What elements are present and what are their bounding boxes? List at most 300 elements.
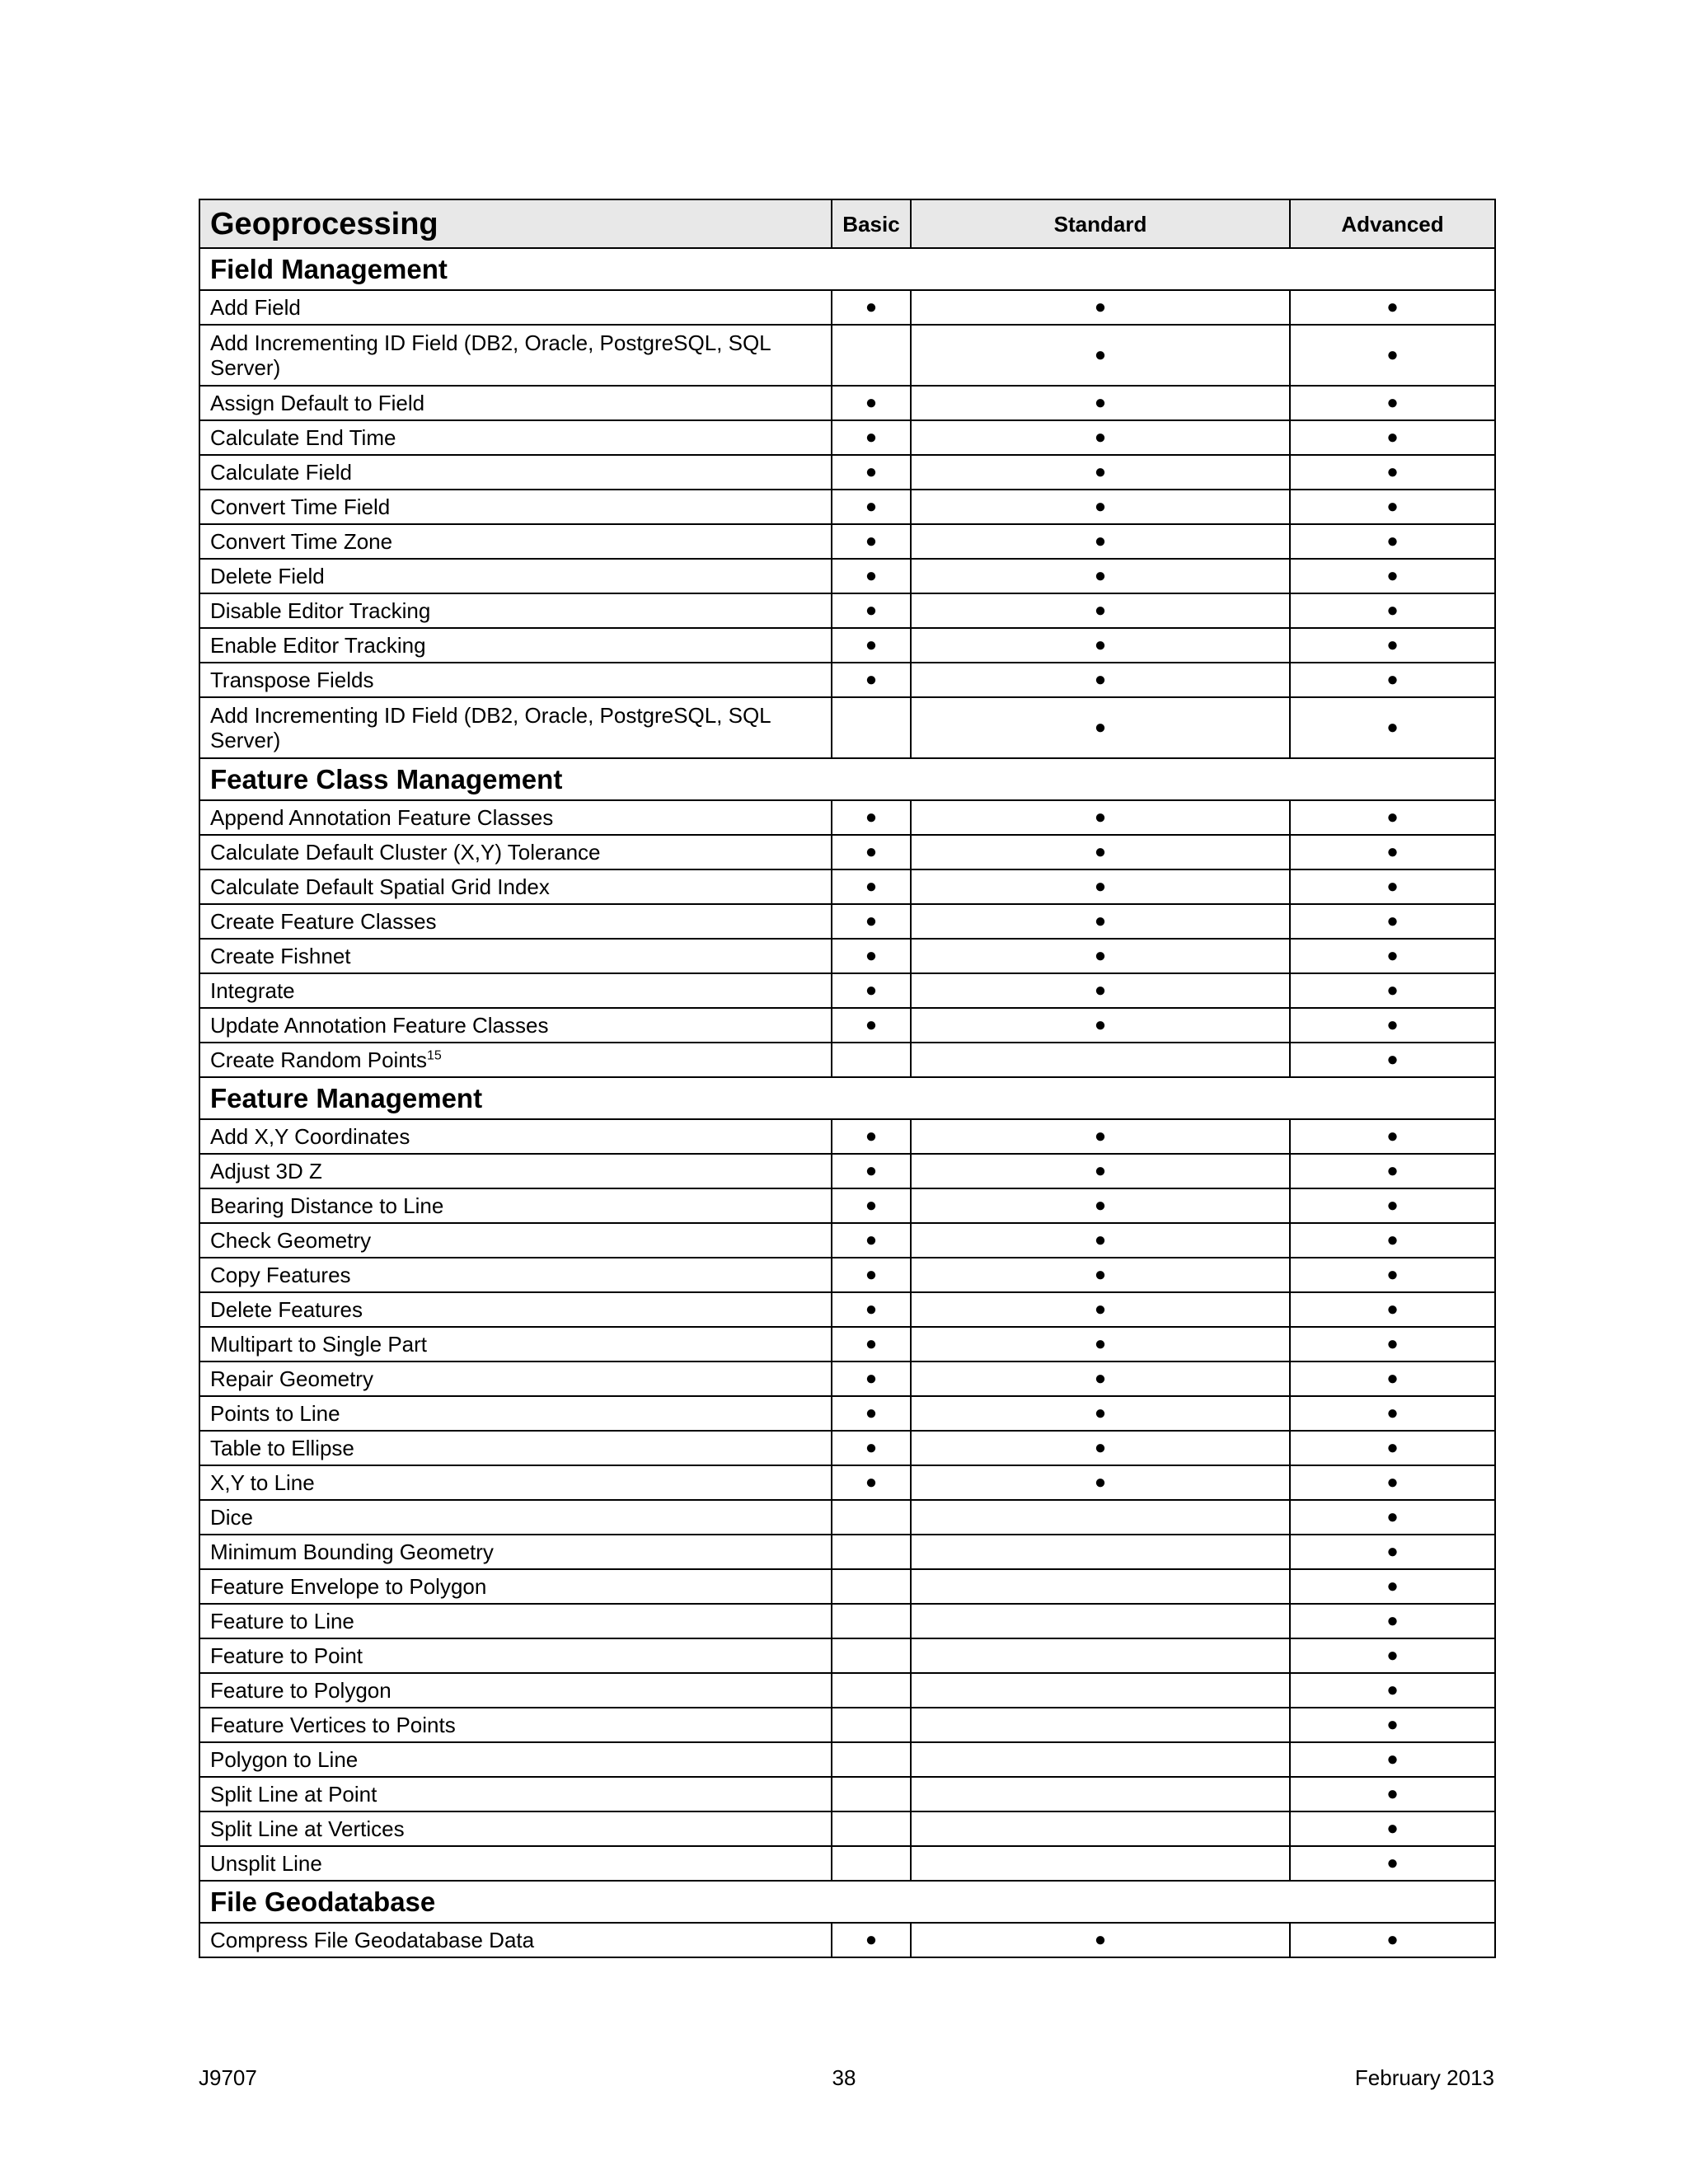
bullet-icon: ●: [1386, 1783, 1399, 1805]
table-row: [199, 663, 1495, 697]
availability-cell-basic: [832, 1500, 911, 1535]
tool-name-cell: [199, 1638, 832, 1673]
table-row: [199, 1188, 1495, 1223]
tool-name-cell: [199, 1811, 832, 1846]
bullet-icon: ●: [865, 1014, 878, 1036]
availability-cell-standard: [911, 973, 1290, 1008]
availability-cell-standard: [911, 939, 1290, 973]
availability-cell-standard: [911, 420, 1290, 455]
bullet-icon: ●: [1094, 530, 1107, 552]
section-heading: Feature Class Management: [199, 758, 1495, 800]
table-row: [199, 1535, 1495, 1569]
bullet-icon: ●: [865, 1160, 878, 1182]
tool-name: Points to Line: [210, 1401, 340, 1426]
bullet-icon: ●: [1094, 1333, 1107, 1355]
bullet-icon: ●: [1386, 1929, 1399, 1951]
availability-cell-standard: [911, 1742, 1290, 1777]
bullet-icon: ●: [865, 495, 878, 518]
section-heading: File Geodatabase: [199, 1881, 1495, 1923]
availability-cell-standard: [911, 1258, 1290, 1292]
bullet-icon: ●: [865, 426, 878, 448]
bullet-icon: ●: [865, 1333, 878, 1355]
bullet-icon: ●: [1386, 1048, 1399, 1071]
availability-cell-standard: [911, 628, 1290, 663]
tool-name-cell: [199, 1500, 832, 1535]
bullet-icon: ●: [1386, 1506, 1399, 1528]
bullet-icon: ●: [865, 668, 878, 691]
table-row: [199, 1846, 1495, 1881]
availability-cell-standard: [911, 1223, 1290, 1258]
bullet-icon: ●: [1094, 1402, 1107, 1424]
availability-cell-basic: [832, 1431, 911, 1465]
availability-cell-basic: [832, 1535, 911, 1569]
table-row: [199, 1258, 1495, 1292]
tool-name-cell: [199, 559, 832, 593]
availability-cell-basic: [832, 904, 911, 939]
table-row: [199, 1500, 1495, 1535]
availability-cell-basic: [832, 1258, 911, 1292]
availability-cell-advanced: [1290, 1258, 1495, 1292]
availability-cell-standard: [911, 1431, 1290, 1465]
tool-name: Copy Features: [210, 1263, 351, 1287]
tool-name-cell: [199, 904, 832, 939]
availability-cell-standard: [911, 1008, 1290, 1043]
tool-name: Assign Default to Field: [210, 391, 425, 415]
availability-cell-basic: [832, 524, 911, 559]
bullet-icon: ●: [865, 841, 878, 863]
bullet-icon: ●: [1094, 716, 1107, 738]
availability-cell-advanced: [1290, 524, 1495, 559]
tool-name: Calculate Field: [210, 460, 352, 485]
bullet-icon: ●: [865, 634, 878, 656]
tool-name: Delete Features: [210, 1297, 363, 1322]
availability-cell-advanced: [1290, 290, 1495, 325]
bullet-icon: ●: [1386, 910, 1399, 932]
bullet-icon: ●: [1094, 1367, 1107, 1390]
tool-name-cell: [199, 1043, 832, 1077]
bullet-icon: ●: [1094, 1436, 1107, 1459]
section-row: [199, 248, 1495, 290]
availability-cell-basic: [832, 1638, 911, 1673]
bullet-icon: ●: [865, 530, 878, 552]
tool-name: Integrate: [210, 978, 295, 1003]
availability-cell-basic: [832, 1465, 911, 1500]
bullet-icon: ●: [1386, 806, 1399, 828]
bullet-icon: ●: [865, 461, 878, 483]
table-row: [199, 1292, 1495, 1327]
table-row: [199, 1811, 1495, 1846]
tool-name-cell: [199, 420, 832, 455]
tool-name-cell: [199, 1673, 832, 1708]
bullet-icon: ●: [865, 875, 878, 898]
tool-name-cell: [199, 1923, 832, 1957]
bullet-icon: ●: [865, 1298, 878, 1320]
tool-name: X,Y to Line: [210, 1470, 315, 1495]
bullet-icon: ●: [1386, 1125, 1399, 1147]
tool-name: Add Field: [210, 295, 301, 320]
tool-name: Transpose Fields: [210, 668, 374, 692]
bullet-icon: ●: [1094, 1160, 1107, 1182]
table-title: Geoprocessing: [199, 199, 832, 248]
tool-name-cell: [199, 290, 832, 325]
availability-cell-basic: [832, 386, 911, 420]
table-row: [199, 593, 1495, 628]
availability-cell-advanced: [1290, 1604, 1495, 1638]
bullet-icon: ●: [1386, 1263, 1399, 1286]
tool-name: Bearing Distance to Line: [210, 1193, 444, 1218]
tool-name-cell: [199, 1465, 832, 1500]
bullet-icon: ●: [1386, 1679, 1399, 1701]
bullet-icon: ●: [1386, 1748, 1399, 1770]
tool-name: Unsplit Line: [210, 1851, 322, 1876]
table-row: [199, 628, 1495, 663]
table-row: [199, 1923, 1495, 1957]
availability-cell-advanced: [1290, 325, 1495, 386]
tool-name-cell: [199, 593, 832, 628]
tool-name-cell: [199, 800, 832, 835]
section-heading: Feature Management: [199, 1077, 1495, 1119]
bullet-icon: ●: [1386, 1713, 1399, 1736]
bullet-icon: ●: [1386, 391, 1399, 414]
bullet-icon: ●: [1386, 1367, 1399, 1390]
tool-name: Repair Geometry: [210, 1366, 373, 1391]
availability-cell-basic: [832, 1292, 911, 1327]
availability-cell-advanced: [1290, 1431, 1495, 1465]
availability-cell-advanced: [1290, 1465, 1495, 1500]
tool-name-cell: [199, 490, 832, 524]
bullet-icon: ●: [1094, 1229, 1107, 1251]
tool-name: Feature to Polygon: [210, 1678, 392, 1703]
availability-cell-advanced: [1290, 1673, 1495, 1708]
tool-name: Split Line at Vertices: [210, 1816, 405, 1841]
availability-cell-standard: [911, 1500, 1290, 1535]
bullet-icon: ●: [865, 565, 878, 587]
tool-name-cell: [199, 1535, 832, 1569]
table-row: [199, 559, 1495, 593]
availability-cell-standard: [911, 1119, 1290, 1154]
bullet-icon: ●: [1094, 634, 1107, 656]
availability-cell-basic: [832, 1811, 911, 1846]
availability-cell-basic: [832, 1569, 911, 1604]
table-row: [199, 1569, 1495, 1604]
tool-name-cell: [199, 1846, 832, 1881]
table-header: [199, 199, 1495, 248]
bullet-icon: ●: [1386, 296, 1399, 318]
availability-cell-advanced: [1290, 973, 1495, 1008]
bullet-icon: ●: [1386, 1817, 1399, 1840]
availability-cell-standard: [911, 904, 1290, 939]
availability-cell-basic: [832, 559, 911, 593]
bullet-icon: ●: [1386, 426, 1399, 448]
bullet-icon: ●: [865, 391, 878, 414]
tool-name-cell: [199, 1742, 832, 1777]
tool-name: Split Line at Point: [210, 1782, 377, 1807]
availability-cell-standard: [911, 1923, 1290, 1957]
availability-cell-standard: [911, 1673, 1290, 1708]
tool-name: Calculate Default Cluster (X,Y) Tolerance: [210, 840, 601, 865]
bullet-icon: ●: [865, 1263, 878, 1286]
tool-name: Dice: [210, 1505, 254, 1530]
tool-name: Append Annotation Feature Classes: [210, 805, 554, 830]
table-row: [199, 1673, 1495, 1708]
availability-cell-advanced: [1290, 1638, 1495, 1673]
availability-cell-standard: [911, 697, 1290, 758]
column-header-basic: Basic: [832, 199, 911, 248]
availability-cell-basic: [832, 455, 911, 490]
table-row: [199, 1043, 1495, 1077]
bullet-icon: ●: [1094, 806, 1107, 828]
availability-cell-standard: [911, 524, 1290, 559]
bullet-icon: ●: [865, 1194, 878, 1216]
availability-cell-basic: [832, 490, 911, 524]
table-row: [199, 939, 1495, 973]
table-row: [199, 420, 1495, 455]
bullet-icon: ●: [1094, 1263, 1107, 1286]
tool-name-cell: [199, 1154, 832, 1188]
bullet-icon: ●: [1386, 599, 1399, 621]
availability-cell-advanced: [1290, 628, 1495, 663]
bullet-icon: ●: [1386, 841, 1399, 863]
bullet-icon: ●: [1386, 1436, 1399, 1459]
tool-name-cell: [199, 1431, 832, 1465]
tool-name: Add Incrementing ID Field (DB2, Oracle, PostgreSQL, SQL Server): [210, 703, 771, 752]
bullet-icon: ●: [1386, 1333, 1399, 1355]
table-row: [199, 1604, 1495, 1638]
tool-name: Compress File Geodatabase Data: [210, 1928, 535, 1952]
bullet-icon: ●: [1094, 910, 1107, 932]
availability-cell-basic: [832, 325, 911, 386]
bullet-icon: ●: [1386, 668, 1399, 691]
availability-cell-standard: [911, 1154, 1290, 1188]
tool-name-cell: [199, 1708, 832, 1742]
tool-name-cell: [199, 524, 832, 559]
availability-cell-basic: [832, 1396, 911, 1431]
table-row: [199, 1008, 1495, 1043]
availability-cell-advanced: [1290, 1569, 1495, 1604]
footer-doc-id: J9707: [199, 2065, 257, 2090]
bullet-icon: ●: [865, 1436, 878, 1459]
tool-name: Feature to Point: [210, 1643, 363, 1668]
availability-cell-standard: [911, 290, 1290, 325]
availability-cell-standard: [911, 1708, 1290, 1742]
bullet-icon: ●: [1094, 565, 1107, 587]
table-row: [199, 1708, 1495, 1742]
tool-name-cell: [199, 1604, 832, 1638]
availability-cell-basic: [832, 663, 911, 697]
tool-name-cell: [199, 455, 832, 490]
bullet-icon: ●: [1386, 565, 1399, 587]
table-row: [199, 490, 1495, 524]
tool-name: Delete Field: [210, 564, 325, 588]
table-row: [199, 1638, 1495, 1673]
tool-name: Adjust 3D Z: [210, 1159, 322, 1183]
availability-cell-basic: [832, 973, 911, 1008]
section-heading: Field Management: [199, 248, 1495, 290]
availability-cell-basic: [832, 1154, 911, 1188]
bullet-icon: ●: [865, 1125, 878, 1147]
availability-cell-standard: [911, 1396, 1290, 1431]
bullet-icon: ●: [865, 979, 878, 1001]
tool-name: Enable Editor Tracking: [210, 633, 426, 658]
tool-name: Minimum Bounding Geometry: [210, 1540, 494, 1564]
table-row: [199, 1742, 1495, 1777]
table-row: [199, 835, 1495, 869]
availability-cell-standard: [911, 1569, 1290, 1604]
availability-cell-standard: [911, 1465, 1290, 1500]
tool-name-cell: [199, 1188, 832, 1223]
availability-cell-advanced: [1290, 1008, 1495, 1043]
availability-cell-basic: [832, 1327, 911, 1361]
table-row: [199, 800, 1495, 835]
availability-cell-basic: [832, 1119, 911, 1154]
section-row: [199, 758, 1495, 800]
availability-cell-advanced: [1290, 1043, 1495, 1077]
bullet-icon: ●: [1094, 426, 1107, 448]
table-row: [199, 973, 1495, 1008]
tool-name: Create Fishnet: [210, 944, 351, 968]
availability-cell-standard: [911, 800, 1290, 835]
table-row: [199, 869, 1495, 904]
tool-name-cell: [199, 869, 832, 904]
availability-cell-standard: [911, 455, 1290, 490]
availability-cell-advanced: [1290, 1742, 1495, 1777]
availability-cell-standard: [911, 559, 1290, 593]
table-row: [199, 524, 1495, 559]
bullet-icon: ●: [1386, 1471, 1399, 1493]
availability-cell-basic: [832, 1777, 911, 1811]
table-row: [199, 290, 1495, 325]
availability-cell-basic: [832, 1188, 911, 1223]
table-row: [199, 1361, 1495, 1396]
availability-cell-standard: [911, 1361, 1290, 1396]
tool-name-cell: [199, 663, 832, 697]
tool-name-cell: [199, 697, 832, 758]
bullet-icon: ●: [1386, 1298, 1399, 1320]
bullet-icon: ●: [865, 1471, 878, 1493]
bullet-icon: ●: [1094, 668, 1107, 691]
bullet-icon: ●: [1386, 1160, 1399, 1182]
tool-name-cell: [199, 1396, 832, 1431]
table-row: [199, 1431, 1495, 1465]
bullet-icon: ●: [865, 1402, 878, 1424]
bullet-icon: ●: [1386, 1014, 1399, 1036]
availability-cell-standard: [911, 1811, 1290, 1846]
availability-cell-basic: [832, 835, 911, 869]
tool-name-cell: [199, 1777, 832, 1811]
bullet-icon: ●: [1386, 1194, 1399, 1216]
availability-cell-standard: [911, 1535, 1290, 1569]
column-header-standard: Standard: [911, 199, 1290, 248]
availability-cell-basic: [832, 1008, 911, 1043]
tool-name-cell: [199, 1119, 832, 1154]
bullet-icon: ●: [1386, 1575, 1399, 1597]
table-row: [199, 1154, 1495, 1188]
tool-name: Calculate Default Spatial Grid Index: [210, 874, 550, 899]
availability-cell-standard: [911, 663, 1290, 697]
availability-cell-basic: [832, 290, 911, 325]
bullet-icon: ●: [1386, 1644, 1399, 1666]
license-table: [199, 199, 1496, 1958]
availability-cell-advanced: [1290, 904, 1495, 939]
availability-cell-basic: [832, 1604, 911, 1638]
tool-name-cell: [199, 325, 832, 386]
availability-cell-advanced: [1290, 386, 1495, 420]
availability-cell-advanced: [1290, 490, 1495, 524]
section-row: [199, 1077, 1495, 1119]
bullet-icon: ●: [1386, 1229, 1399, 1251]
availability-cell-advanced: [1290, 593, 1495, 628]
availability-cell-advanced: [1290, 420, 1495, 455]
table-row: [199, 1119, 1495, 1154]
tool-name: Update Annotation Feature Classes: [210, 1013, 549, 1038]
availability-cell-standard: [911, 1777, 1290, 1811]
availability-cell-standard: [911, 835, 1290, 869]
availability-cell-advanced: [1290, 869, 1495, 904]
bullet-icon: ●: [1094, 1125, 1107, 1147]
availability-cell-standard: [911, 386, 1290, 420]
bullet-icon: ●: [1094, 344, 1107, 366]
tool-name-cell: [199, 1008, 832, 1043]
tool-name-cell: [199, 1327, 832, 1361]
availability-cell-advanced: [1290, 455, 1495, 490]
bullet-icon: ●: [1094, 979, 1107, 1001]
tool-name: Add Incrementing ID Field (DB2, Oracle, PostgreSQL, SQL Server): [210, 330, 771, 380]
tool-name: Create Feature Classes: [210, 909, 437, 934]
tool-name-cell: [199, 1223, 832, 1258]
availability-cell-advanced: [1290, 1811, 1495, 1846]
section-row: [199, 1881, 1495, 1923]
bullet-icon: ●: [1094, 296, 1107, 318]
tool-name: Feature to Line: [210, 1609, 354, 1633]
tool-name-cell: [199, 939, 832, 973]
tool-name: Create Random Points: [210, 1047, 428, 1072]
availability-cell-advanced: [1290, 800, 1495, 835]
table-row: [199, 1465, 1495, 1500]
availability-cell-basic: [832, 420, 911, 455]
bullet-icon: ●: [865, 806, 878, 828]
availability-cell-basic: [832, 939, 911, 973]
availability-cell-standard: [911, 1327, 1290, 1361]
bullet-icon: ●: [1386, 1540, 1399, 1563]
tool-name: Feature Envelope to Polygon: [210, 1574, 487, 1599]
availability-cell-standard: [911, 869, 1290, 904]
bullet-icon: ●: [1386, 634, 1399, 656]
bullet-icon: ●: [1094, 1194, 1107, 1216]
availability-cell-advanced: [1290, 559, 1495, 593]
availability-cell-advanced: [1290, 1846, 1495, 1881]
table-row: [199, 455, 1495, 490]
availability-cell-advanced: [1290, 663, 1495, 697]
availability-cell-basic: [832, 1361, 911, 1396]
footer-date: February 2013: [1354, 2065, 1494, 2090]
availability-cell-advanced: [1290, 1154, 1495, 1188]
availability-cell-standard: [911, 1638, 1290, 1673]
bullet-icon: ●: [865, 1929, 878, 1951]
bullet-icon: ●: [1386, 1402, 1399, 1424]
bullet-icon: ●: [865, 1367, 878, 1390]
bullet-icon: ●: [1386, 1610, 1399, 1632]
tool-name-cell: [199, 1361, 832, 1396]
bullet-icon: ●: [1094, 391, 1107, 414]
bullet-icon: ●: [1386, 944, 1399, 967]
availability-cell-basic: [832, 800, 911, 835]
bullet-icon: ●: [1386, 1852, 1399, 1874]
tool-name: Table to Ellipse: [210, 1436, 354, 1460]
availability-cell-standard: [911, 1043, 1290, 1077]
availability-cell-basic: [832, 697, 911, 758]
availability-cell-basic: [832, 628, 911, 663]
bullet-icon: ●: [1094, 875, 1107, 898]
